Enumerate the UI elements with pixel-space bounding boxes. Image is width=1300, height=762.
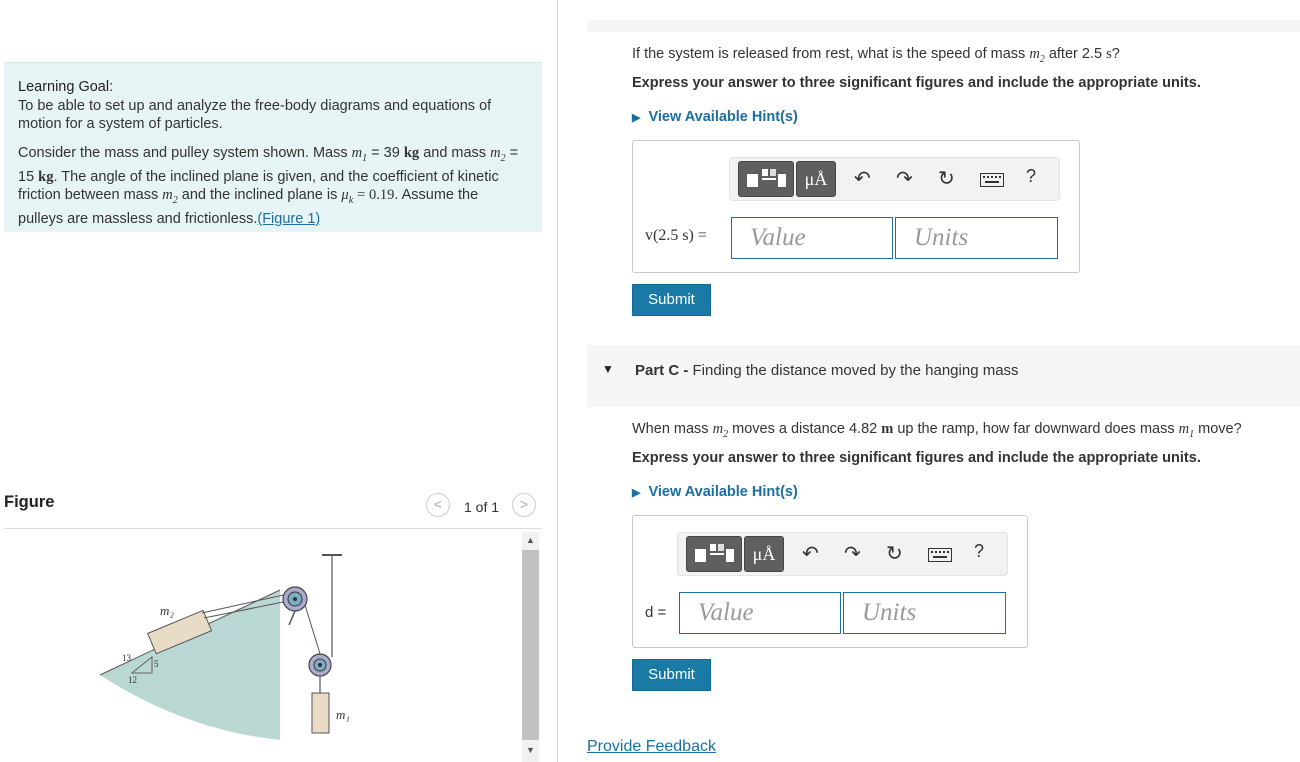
part-b-submit-button[interactable]: Submit [632,284,711,316]
caret-down-icon: ▼ [602,362,614,376]
part-b-toolbar [729,157,1060,201]
part-c-submit-button[interactable]: Submit [632,659,711,691]
panel-divider [557,0,558,762]
redo-icon[interactable]: ↷ [844,543,861,565]
part-b-field-label: v(2.5 s) = [645,227,707,244]
part-b-value-input[interactable]: Value [731,217,893,259]
part-c-answer-box [632,515,1028,648]
part-b-units-input[interactable]: Units [895,217,1058,259]
block-m1 [312,693,329,733]
learning-goal-panel [4,62,542,232]
label-m2: m₂ [160,603,174,618]
part-c-field-label: d = [645,604,667,621]
slope-label-5: 5 [154,659,159,669]
keyboard-icon[interactable] [980,170,1004,193]
scroll-up-icon[interactable]: ▲ [526,535,535,545]
reset-icon[interactable]: ↻ [886,543,903,565]
figure-divider [4,528,542,529]
part-c-value-input[interactable]: Value [679,592,841,634]
figure-heading: Figure [4,493,55,511]
slope-label-12: 12 [128,675,137,685]
help-icon[interactable]: ? [1026,166,1037,186]
part-c-toolbar [677,532,1008,576]
templates-icon[interactable] [738,161,794,197]
chevron-left-icon[interactable]: < [426,493,450,517]
undo-icon[interactable]: ↶ [854,168,871,190]
part-c-hint-toggle[interactable]: ▶ View Available Hint(s) [632,484,798,500]
learning-goal-text: To be able to set up and analyze the free-body diagrams and equations of motion for a system of particles. [18,98,492,132]
figure-page-count: 1 of 1 [464,499,500,515]
chevron-right-icon[interactable]: > [512,493,536,517]
scroll-down-icon[interactable]: ▼ [526,745,535,755]
keyboard-icon[interactable] [928,545,952,568]
figure-scrollbar[interactable] [522,532,539,762]
scroll-thumb[interactable] [522,550,539,740]
part-b-header-strip [587,20,1300,32]
problem-statement: Consider the mass and pulley system shown. Mass $m_1 = 39$ kg and mass $m_2 = 15$ kg. The angle of the inclined plane is given, and the coefficient of kinetic friction between mass $m_2$ and the inclined plane is $\mu_k = 0.19$. Assume the pulleys are massless and frictionless.(Figure 1) [18,145,519,227]
units-icon[interactable]: μÅ [796,161,836,197]
caret-right-icon: ▶ [632,487,641,499]
pulley-system-figure [90,545,380,745]
reset-icon[interactable]: ↻ [938,168,955,190]
incline-plane [100,590,280,740]
part-c-instruction: Express your answer to three significant figures and include the appropriate units. [632,450,1201,466]
templates-icon[interactable] [686,536,742,572]
caret-right-icon: ▶ [632,112,641,124]
redo-icon[interactable]: ↷ [896,168,913,190]
part-c-header[interactable]: ▼ Part C - Finding the distance moved by the hanging mass [587,345,1300,407]
part-b-question: If the system is released from rest, what is the speed of mass $m_2$ after 2.5 s? [632,46,1120,65]
figure-1-link[interactable]: (Figure 1) [257,210,321,227]
units-icon[interactable]: μÅ [744,536,784,572]
undo-icon[interactable]: ↶ [802,543,819,565]
part-b-hint-toggle[interactable]: ▶ View Available Hint(s) [632,109,798,125]
part-b-instruction: Express your answer to three significant figures and include the appropriate units. [632,75,1201,91]
part-c-question: When mass $m_2$ moves a distance 4.82 m up the ramp, how far downward does mass $m_1$ move? [632,421,1242,440]
help-icon[interactable]: ? [974,541,985,561]
provide-feedback-link[interactable]: Provide Feedback [587,738,716,755]
part-b-answer-box [632,140,1080,273]
part-c-units-input[interactable]: Units [843,592,1006,634]
label-m1: m₁ [336,707,350,722]
learning-goal-title: Learning Goal: [18,79,114,95]
slope-label-13: 13 [122,653,131,663]
